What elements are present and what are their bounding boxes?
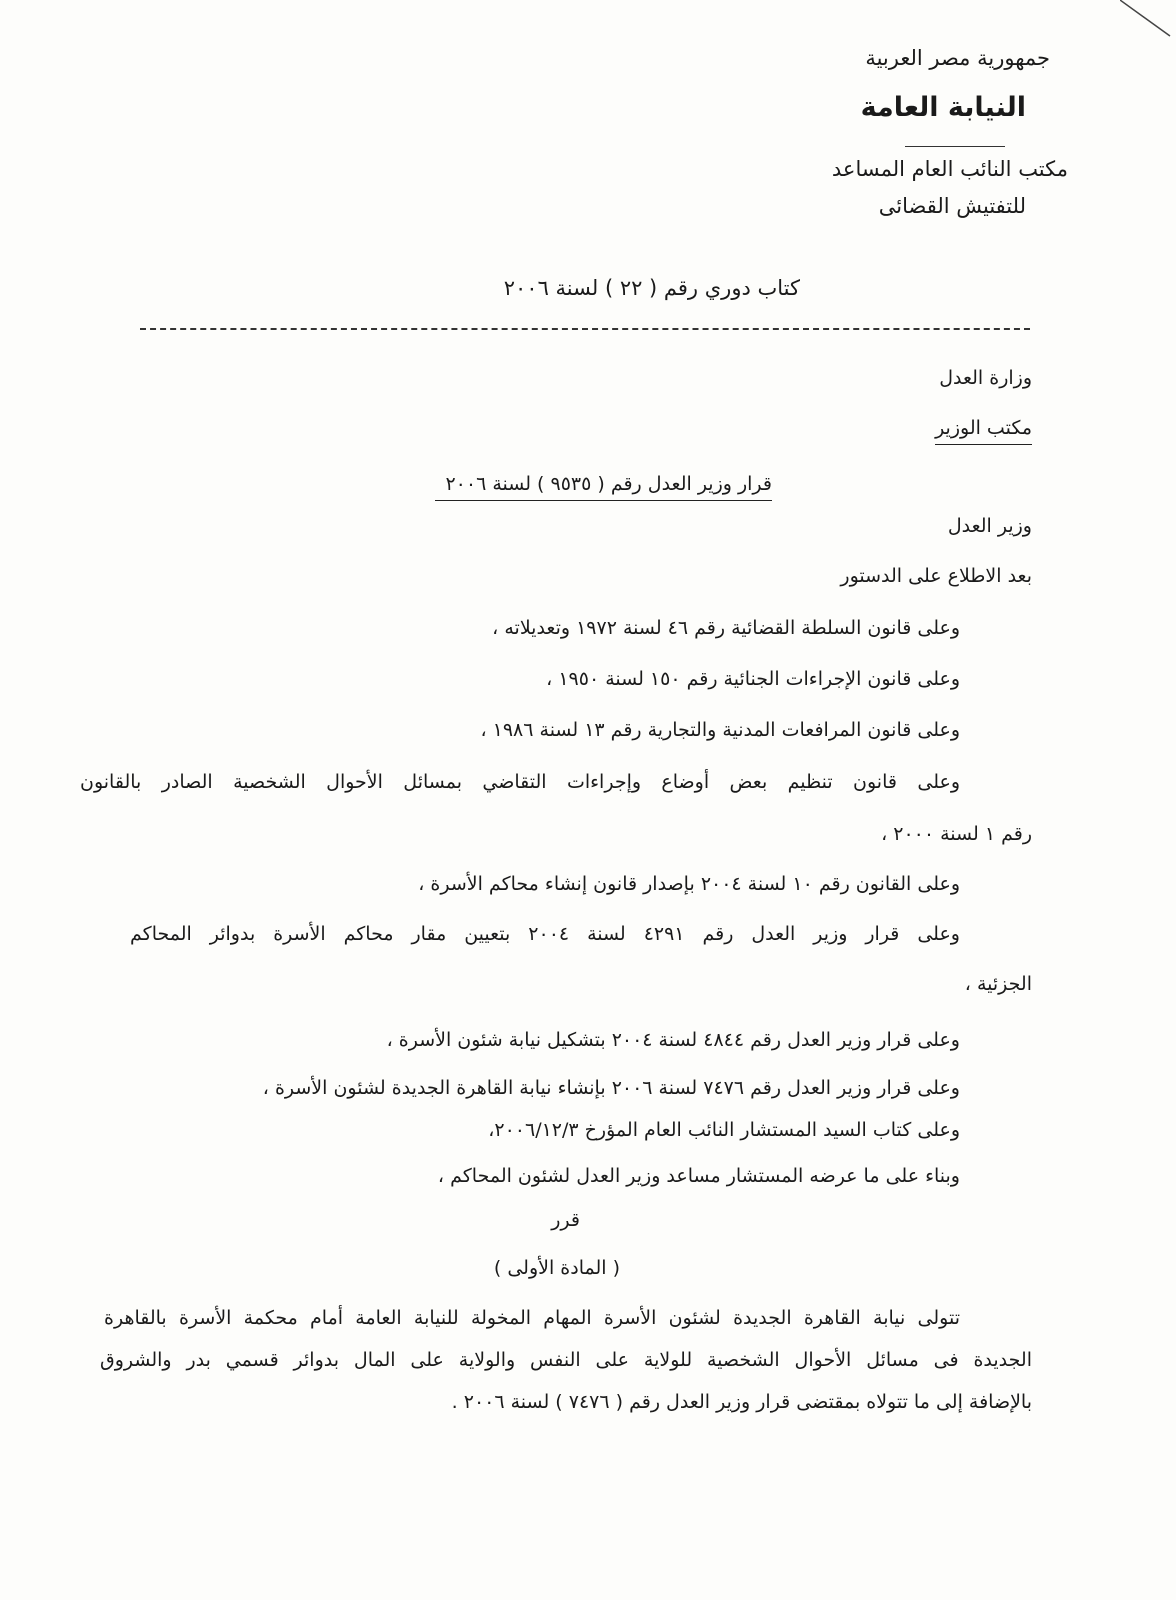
minister-office: مكتب الوزير [935, 414, 1032, 445]
letterhead-divider [905, 146, 1005, 147]
recital-continuation: الجزئية ، [964, 973, 1032, 995]
recital: وعلى كتاب السيد المستشار النائب العام المؤرخ ٢٠٠٦/١٢/٣، [488, 1119, 960, 1141]
dashed-separator [140, 328, 1030, 330]
corner-scan-mark [1120, 0, 1176, 40]
article-line: تتولى نيابة القاهرة الجديدة لشئون الأسرة المهام المخولة للنيابة العامة أمام محكمة الأسرة بالقاهرة [104, 1307, 960, 1329]
issuer: وزير العدل [947, 515, 1032, 537]
letterhead-country: جمهورية مصر العربية [865, 46, 1050, 70]
decision-title: قرار وزير العدل رقم ( ٩٥٣٥ ) لسنة ٢٠٠٦ [435, 470, 772, 501]
recital-continuation: رقم ١ لسنة ٢٠٠٠ ، [881, 823, 1032, 845]
recital: وعلى قانون الإجراءات الجنائية رقم ١٥٠ لسنة ١٩٥٠ ، [546, 668, 960, 690]
article-heading: ( المادة الأولى ) [493, 1257, 620, 1279]
recital: وعلى قانون السلطة القضائية رقم ٤٦ لسنة ١٩٧٢ وتعديلاته ، [492, 617, 960, 639]
recital: وعلى قرار وزير العدل رقم ٧٤٧٦ لسنة ٢٠٠٦ بإنشاء نيابة القاهرة الجديدة لشئون الأسرة ، [262, 1077, 960, 1099]
ministry-name: وزارة العدل [939, 367, 1032, 389]
letterhead-office-line1: مكتب النائب العام المساعد [831, 157, 1068, 181]
recital: وبناء على ما عرضه المستشار مساعد وزير العدل لشئون المحاكم ، [437, 1165, 960, 1187]
letterhead-authority: النيابة العامة [860, 92, 1026, 123]
recital: وعلى قانون تنظيم بعض أوضاع وإجراءات التقاضي بمسائل الأحوال الشخصية الصادر بالقانون [80, 771, 960, 793]
recital: وعلى قانون المرافعات المدنية والتجارية رقم ١٣ لسنة ١٩٨٦ ، [480, 719, 960, 741]
preamble: بعد الاطلاع على الدستور [840, 565, 1032, 587]
recital: وعلى قرار وزير العدل رقم ٤٢٩١ لسنة ٢٠٠٤ بتعيين مقار محاكم الأسرة بدوائر المحاكم [130, 923, 960, 945]
letterhead-office-line2: للتفتيش القضائى [878, 194, 1026, 218]
decided-heading: قرر [551, 1209, 580, 1231]
article-line: بالإضافة إلى ما تتولاه بمقتضى قرار وزير العدل رقم ( ٧٤٧٦ ) لسنة ٢٠٠٦ . [451, 1391, 1032, 1413]
recital: وعلى القانون رقم ١٠ لسنة ٢٠٠٤ بإصدار قانون إنشاء محاكم الأسرة ، [418, 873, 960, 895]
article-line: الجديدة فى مسائل الأحوال الشخصية للولاية على النفس والولاية على المال بدوائر قسمي بدر والشروق [100, 1349, 1032, 1371]
recital: وعلى قرار وزير العدل رقم ٤٨٤٤ لسنة ٢٠٠٤ بتشكيل نيابة شئون الأسرة ، [386, 1029, 960, 1051]
circular-title: كتاب دوري رقم ( ٢٢ ) لسنة ٢٠٠٦ [503, 276, 800, 300]
